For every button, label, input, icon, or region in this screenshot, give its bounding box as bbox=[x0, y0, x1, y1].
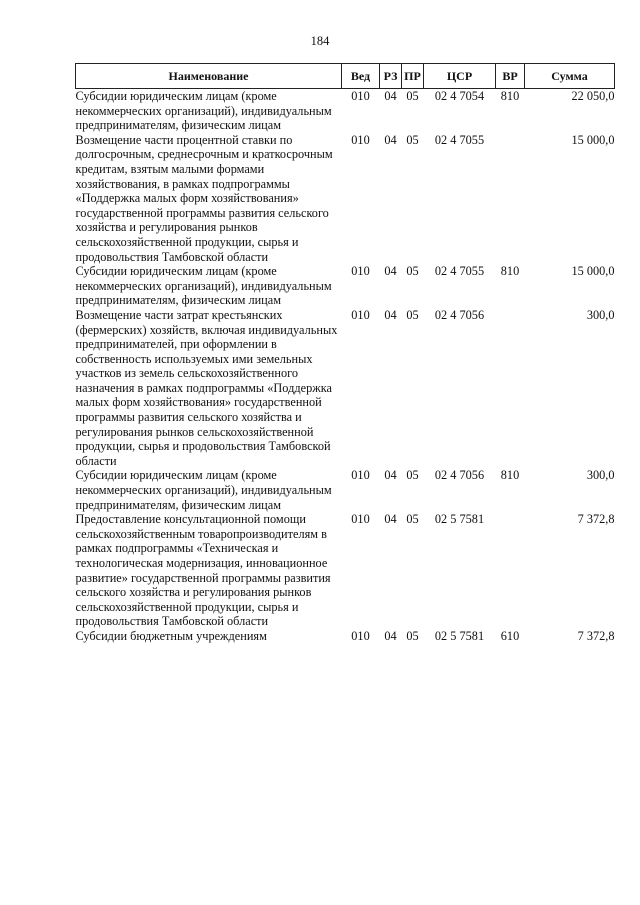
row-csr: 02 5 7581 bbox=[434, 628, 485, 643]
row-csr: 02 4 7055 bbox=[434, 264, 485, 279]
row-sum: 22 050,0 bbox=[571, 89, 615, 103]
row-sum: 7 372,8 bbox=[577, 512, 615, 527]
row-rz: 04 bbox=[384, 132, 397, 147]
row-name: Субсидии юридическим лицам (кроме некоммерческих организаций), индивидуальным предпринимателям, физическим лицам bbox=[75, 468, 332, 512]
header-vr: ВР bbox=[496, 64, 525, 89]
table-row bbox=[76, 89, 615, 133]
header-rz: РЗ bbox=[380, 64, 402, 89]
row-pr: 05 bbox=[406, 307, 419, 322]
header-ved: Вед bbox=[342, 64, 380, 89]
header-csr: ЦСР bbox=[424, 64, 496, 89]
row-sum: 15 000,0 bbox=[571, 132, 615, 147]
row-pr: 05 bbox=[406, 512, 419, 527]
header-name: Наименование bbox=[76, 64, 342, 89]
row-ved: 010 bbox=[351, 512, 370, 527]
row-name: Возмещение части затрат крестьянских (фермерских) хозяйств, включая индивидуальных предпринимателей, при оформлении в собственность используемых ими земельных участков из земель сельскохозяйственного назначения в рамках подпрограммы «Поддержка малых форм хозяйствования» государственной программы развития сельского хозяйства и регулирования рынков сельскохозяйственной продукции, сырья и продовольствия Тамбовской области bbox=[75, 307, 338, 468]
row-name: Возмещение части процентной ставки по долгосрочным, среднесрочным и краткосрочным кредитам, взятым малыми формами хозяйствования, в рамках подпрограммы «Поддержка малых форм хозяйствования» государственной программы развития сельского хозяйства и регулирования рынков сельскохозяйственной продукции, сырья и продовольствия Тамбовской области bbox=[75, 132, 333, 264]
row-pr: 05 bbox=[406, 132, 419, 147]
row-csr: 02 4 7055 bbox=[434, 132, 485, 147]
row-name: Предоставление консультационной помощи сельскохозяйственным товаропроизводителям в рамках подпрограммы «Техническая и технологическая модернизация, инновационное развитие» государственной программы развития сельского хозяйства и регулирования рынков сельскохозяйственной продукции, сырья и продовольствия Тамбовской области bbox=[75, 512, 331, 629]
row-sum: 300,0 bbox=[586, 307, 615, 322]
row-ved: 010 bbox=[351, 468, 370, 483]
row-csr: 02 4 7056 bbox=[434, 307, 485, 322]
row-name: Субсидии юридическим лицам (кроме некоммерческих организаций), индивидуальным предпринимателям, физическим лицам bbox=[75, 264, 332, 308]
row-ved: 010 bbox=[351, 307, 370, 322]
row-sum: 7 372,8 bbox=[577, 628, 615, 643]
table-row bbox=[76, 512, 615, 629]
row-vr: 810 bbox=[500, 89, 520, 103]
row-vr: 810 bbox=[500, 468, 520, 483]
row-ved: 010 bbox=[351, 132, 370, 147]
table-row bbox=[76, 308, 615, 469]
table-row bbox=[76, 468, 615, 512]
row-vr: 610 bbox=[500, 628, 520, 643]
table-row bbox=[76, 133, 615, 264]
row-rz: 04 bbox=[384, 89, 397, 103]
table-row bbox=[76, 264, 615, 308]
row-ved: 010 bbox=[351, 89, 370, 103]
row-vr bbox=[496, 133, 525, 264]
row-rz: 04 bbox=[384, 468, 397, 483]
row-vr bbox=[496, 308, 525, 469]
header-pr: ПР bbox=[402, 64, 424, 89]
row-ved: 010 bbox=[351, 628, 370, 643]
row-ved: 010 bbox=[351, 264, 370, 279]
row-sum: 300,0 bbox=[586, 468, 615, 483]
row-rz: 04 bbox=[384, 512, 397, 527]
row-pr: 05 bbox=[406, 468, 419, 483]
table-header-row bbox=[76, 64, 615, 89]
row-vr bbox=[496, 512, 525, 629]
budget-table bbox=[75, 63, 615, 644]
row-sum: 15 000,0 bbox=[571, 264, 615, 279]
row-vr: 810 bbox=[500, 264, 520, 279]
row-pr: 05 bbox=[406, 628, 419, 643]
row-rz: 04 bbox=[384, 264, 397, 279]
header-sum: Сумма bbox=[525, 64, 615, 89]
row-pr: 05 bbox=[406, 89, 419, 103]
row-rz: 04 bbox=[384, 307, 397, 322]
table-row bbox=[76, 629, 615, 644]
row-csr: 02 5 7581 bbox=[434, 512, 485, 527]
row-name: Субсидии бюджетным учреждениям bbox=[75, 628, 267, 643]
row-pr: 05 bbox=[406, 264, 419, 279]
row-csr: 02 4 7054 bbox=[434, 89, 485, 103]
row-rz: 04 bbox=[384, 628, 397, 643]
page-number: 184 bbox=[310, 34, 330, 48]
row-name: Субсидии юридическим лицам (кроме некоммерческих организаций), индивидуальным предпринимателям, физическим лицам bbox=[75, 89, 332, 133]
row-csr: 02 4 7056 bbox=[434, 468, 485, 483]
